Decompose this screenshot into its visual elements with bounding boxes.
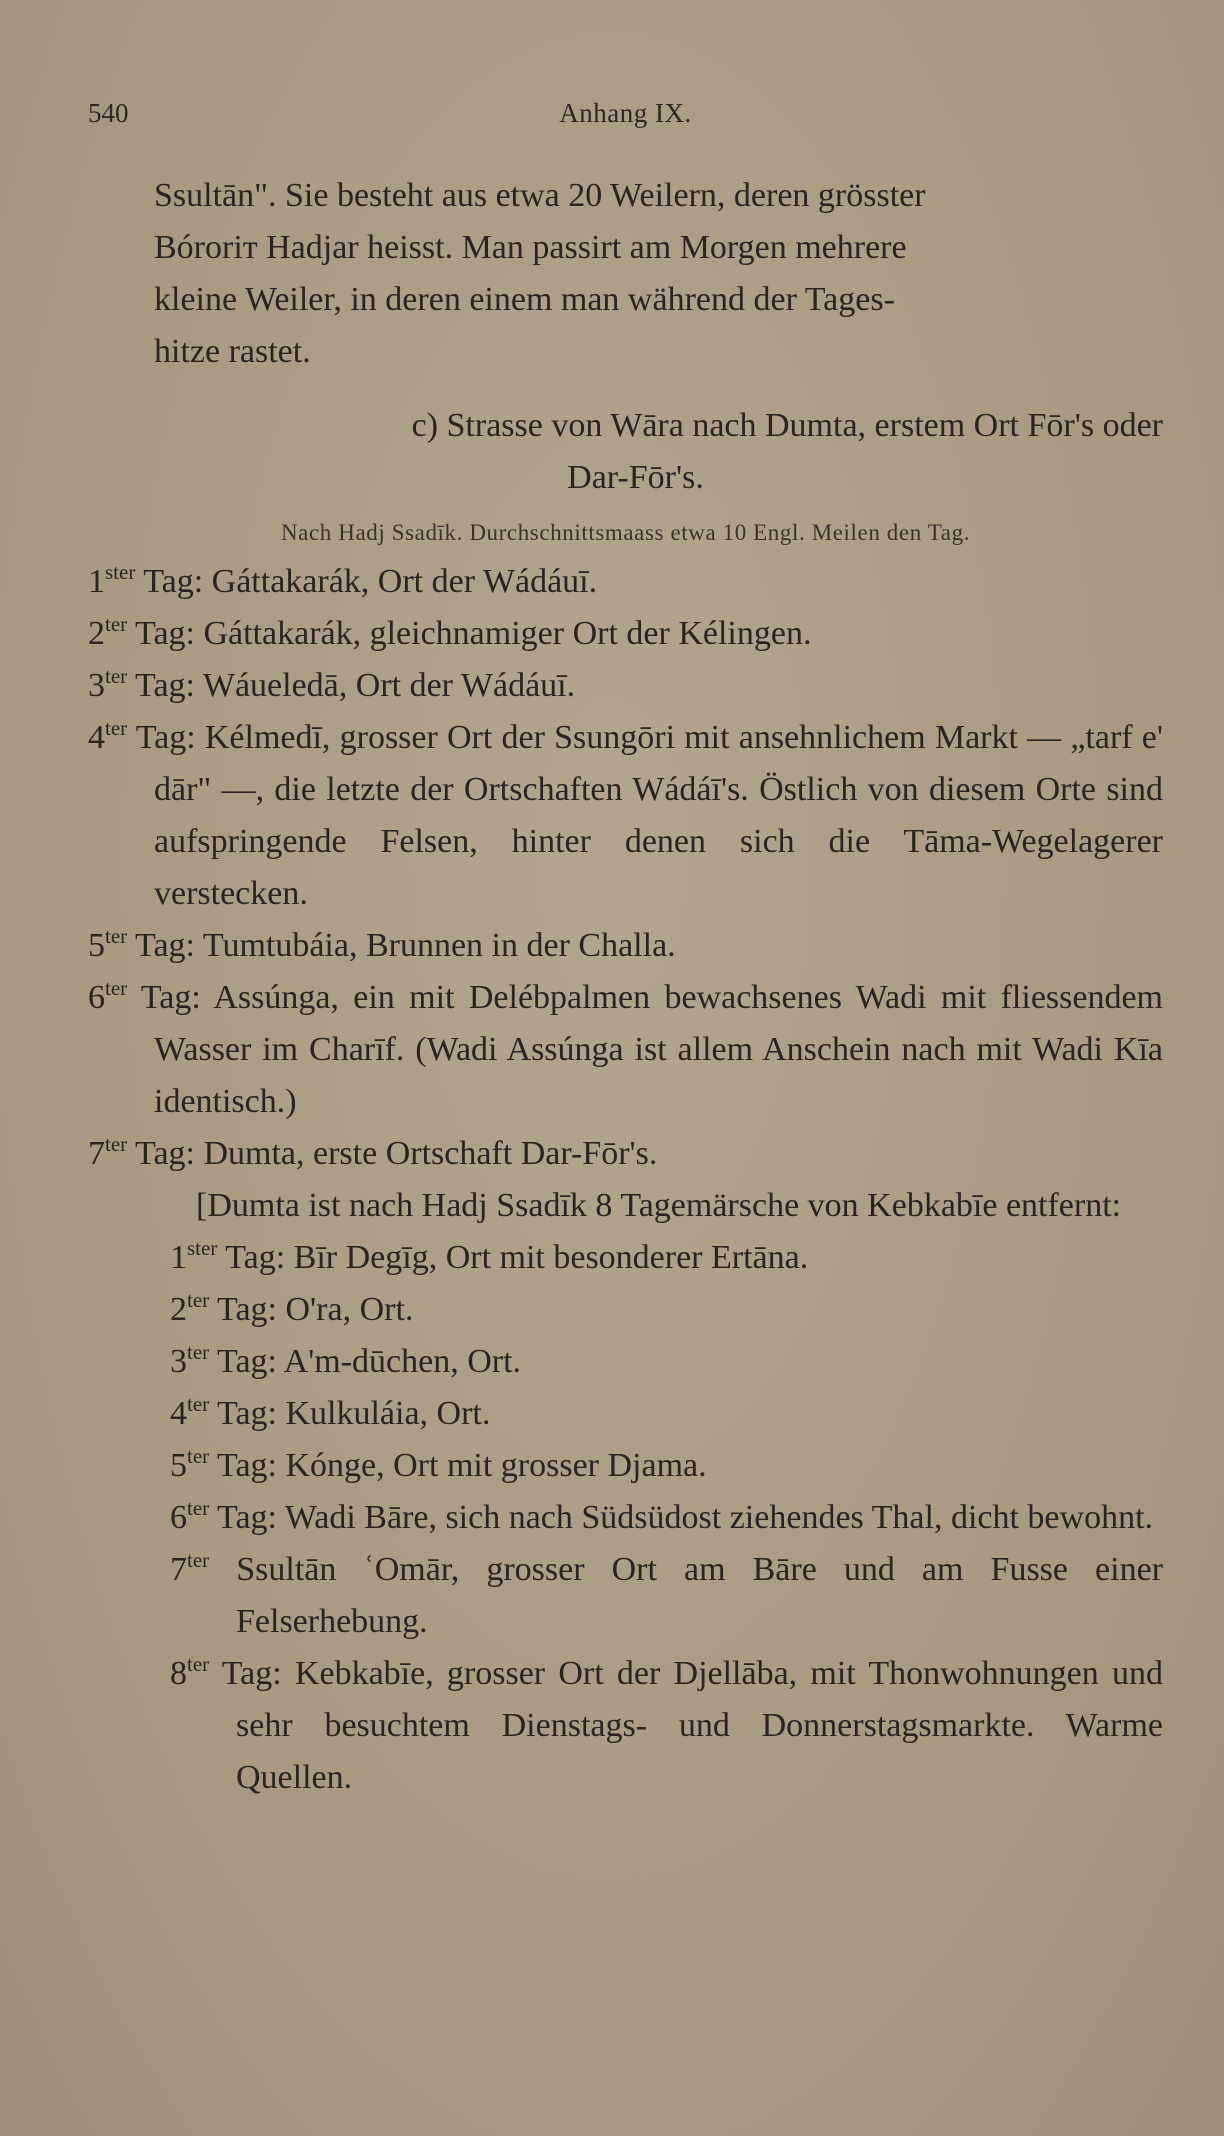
day-text: Tag: Gáttakarák, gleichnamiger Ort der Kélingen. (135, 615, 812, 652)
day-text: Tag: Wáueledā, Ort der Wádáuī. (135, 667, 576, 704)
day-text: Tag: Kónge, Ort mit grosser Djama. (217, 1447, 707, 1484)
day-entry (88, 556, 1163, 608)
ordinal-suffix: ter (187, 1652, 210, 1676)
sub-day-entry (88, 1388, 1163, 1440)
day-entry (88, 660, 1163, 712)
day-ordinal: 6 (88, 979, 105, 1016)
sub-day-entry (88, 1492, 1163, 1544)
section-heading (88, 400, 1163, 504)
source-note: Nach Hadj Ssadīk. Durchschnittsmaass etwa 10 Engl. Meilen den Tag. (280, 520, 971, 545)
section-heading-line1: c) Strasse von Wāra nach Dumta, erstem Ort Fōr's oder (411, 407, 1163, 444)
day-ordinal: 5 (170, 1447, 187, 1484)
day-entry (88, 972, 1163, 1128)
ordinal-suffix: ter (187, 1496, 210, 1520)
page-number: 540 (88, 98, 129, 128)
ordinal-suffix: ter (105, 612, 128, 636)
day-text: Tag: A'm-dūchen, Ort. (217, 1343, 522, 1380)
day-text: Tag: O'ra, Ort. (217, 1291, 414, 1328)
sub-day-entry (88, 1544, 1163, 1648)
day-text: Tag: Assúnga, ein mit Delébpalmen bewachsenes Wadi mit fliessendem Wasser im Charīf. (Wadi Assúnga ist allem Anschein nach mit Wadi Kīa identisch.) (140, 979, 1164, 1120)
day-list (88, 556, 1163, 1180)
day-ordinal: 4 (170, 1395, 187, 1432)
day-ordinal: 2 (88, 615, 105, 652)
day-ordinal: 1 (170, 1239, 187, 1276)
ordinal-suffix: ter (105, 716, 128, 740)
text-line: kleine Weiler, in deren einem man während der Tages- (154, 281, 895, 318)
day-text: Tag: Kélmedī, grosser Ort der Ssungōri mit ansehnlichem Markt — „tarf e' dār" —, die letzte der Ortschaften Wádáī's. Östlich von diesem Orte sind aufspringende Felsen, hinter denen sich die Tāma-Wegelagerer verstecken. (135, 719, 1163, 912)
day-text: Ssultān ʿOmār, grosser Ort am Bāre und am Fusse einer Felserhebung. (236, 1551, 1164, 1640)
day-ordinal: 4 (88, 719, 105, 756)
ordinal-suffix: ter (105, 1132, 128, 1156)
sub-day-entry (88, 1648, 1163, 1804)
day-text: Tag: Tumtubáia, Brunnen in der Challa. (135, 927, 676, 964)
bracket-paragraph: [Dumta ist nach Hadj Ssadīk 8 Tagemärsche von Kebkabīe entfernt: (196, 1187, 1122, 1224)
intro-paragraph (88, 170, 1163, 378)
ordinal-suffix: ter (187, 1392, 210, 1416)
ordinal-suffix: ter (187, 1548, 210, 1572)
sub-day-entry (88, 1232, 1163, 1284)
day-ordinal: 8 (170, 1655, 187, 1692)
ordinal-suffix: ster (105, 560, 136, 584)
ordinal-suffix: ter (105, 664, 128, 688)
day-ordinal: 5 (88, 927, 105, 964)
text-line: Bóroriт Hadjar heisst. Man passirt am Morgen mehrere (154, 229, 907, 266)
sub-day-entry (88, 1336, 1163, 1388)
text-line: Ssultān". Sie besteht aus etwa 20 Weilern, deren grösster (154, 177, 926, 214)
day-ordinal: 1 (88, 563, 105, 600)
day-ordinal: 7 (88, 1135, 105, 1172)
ordinal-suffix: ter (187, 1288, 210, 1312)
sub-day-entry (88, 1284, 1163, 1336)
day-ordinal: 2 (170, 1291, 187, 1328)
day-entry (88, 712, 1163, 920)
day-ordinal: 6 (170, 1499, 187, 1536)
ordinal-suffix: ster (187, 1236, 218, 1260)
day-text: Tag: Kulkuláia, Ort. (217, 1395, 491, 1432)
day-ordinal: 7 (170, 1551, 187, 1588)
day-text: Tag: Kebkabīe, grosser Ort der Djellāba, mit Thonwohnungen und sehr besuchtem Dienstags- und Donnerstagsmarkte. Warme Quellen. (221, 1655, 1163, 1796)
text-line: hitze rastet. (154, 333, 311, 370)
day-text: Tag: Bīr Degīg, Ort mit besonderer Ertāna. (225, 1239, 809, 1276)
ordinal-suffix: ter (105, 976, 128, 1000)
day-ordinal: 3 (88, 667, 105, 704)
day-text: Tag: Wadi Bāre, sich nach Südsüdost ziehendes Thal, dicht bewohnt. (217, 1499, 1154, 1536)
ordinal-suffix: ter (187, 1340, 210, 1364)
sub-day-entry (88, 1440, 1163, 1492)
section-heading-line2: Dar-Fōr's. (567, 459, 704, 496)
day-ordinal: 3 (170, 1343, 187, 1380)
sub-day-list (88, 1232, 1163, 1804)
day-text: Tag: Dumta, erste Ortschaft Dar-Fōr's. (135, 1135, 658, 1172)
running-title: Anhang IX. (559, 98, 692, 128)
day-entry (88, 920, 1163, 972)
ordinal-suffix: ter (187, 1444, 210, 1468)
ordinal-suffix: ter (105, 924, 128, 948)
page-body (88, 170, 1163, 1804)
day-entry (88, 1128, 1163, 1180)
day-entry (88, 608, 1163, 660)
day-text: Tag: Gáttakarák, Ort der Wádáuī. (143, 563, 598, 600)
